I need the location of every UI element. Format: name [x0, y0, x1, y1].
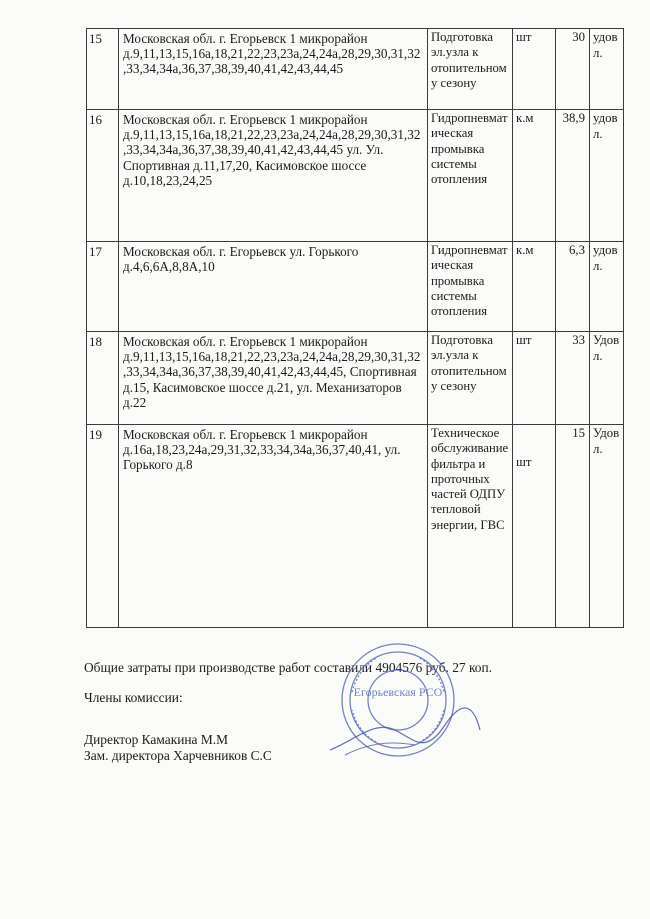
signature	[325, 700, 485, 770]
row-number: 16	[87, 110, 119, 242]
row-work: Подготовка эл.узла к отопительному сезону	[428, 29, 513, 110]
row-quantity: 6,3	[556, 242, 590, 332]
row-address: Московская обл. г. Егорьевск 1 микрорайон д.9,11,13,15,16а,18,21,22,23,23а,24,24а,28,29,30,31,32,33,34,34а,36,37,38,39,40,41,42,43,44,45 ул. Ул. Спортивная д.11,17,20, Касимовское шоссе д.10,18,23,24,25	[119, 110, 428, 242]
row-quantity: 15	[556, 425, 590, 628]
row-unit: шт	[513, 425, 556, 628]
row-result: удовл.	[590, 242, 624, 332]
row-work: Техническое обслуживание фильтра и проточных частей ОДПУ тепловой энергии, ГВС	[428, 425, 513, 628]
deputy-director-name: Зам. директора Харчевников С.С	[84, 748, 272, 763]
table-row	[87, 110, 624, 242]
row-work: Подготовка эл.узла к отопительному сезону	[428, 332, 513, 425]
row-unit: шт	[513, 332, 556, 425]
table-row	[87, 425, 624, 628]
row-work: Гидропневматическая промывка системы отопления	[428, 110, 513, 242]
table-row	[87, 29, 624, 110]
row-unit: к.м	[513, 242, 556, 332]
row-number: 15	[87, 29, 119, 110]
row-address: Московская обл. г. Егорьевск 1 микрорайон д.9,11,13,15,16а,18,21,22,23,23а,24,24а,28,29,30,31,32,33,34,34а,36,37,38,39,40,41,42,43,44,45	[119, 29, 428, 110]
row-quantity: 38,9	[556, 110, 590, 242]
row-result: Удовл.	[590, 332, 624, 425]
row-quantity: 33	[556, 332, 590, 425]
table-row	[87, 242, 624, 332]
row-address: Московская обл. г. Егорьевск 1 микрорайон д.9,11,13,15,16а,18,21,22,23,23а,24,24а,28,29,30,31,32,33,34,34а,36,37,38,39,40,41,42,43,44,45, Спортивная д.15, Касимовское шоссе д.21, ул. Механизаторов д.22	[119, 332, 428, 425]
row-unit: к.м	[513, 110, 556, 242]
row-address: Московская обл. г. Егорьевск 1 микрорайон д.16а,18,23,24а,29,31,32,33,34,34а,36,37,40,41, ул. Горького д.8	[119, 425, 428, 628]
row-result: удовл.	[590, 29, 624, 110]
row-quantity: 30	[556, 29, 590, 110]
row-number: 18	[87, 332, 119, 425]
commission-label: Члены комиссии:	[84, 690, 183, 705]
works-table	[86, 28, 624, 628]
stamp-title: Егорьевская РСО	[353, 685, 443, 699]
director-name: Директор Камакина М.М	[84, 732, 228, 747]
table-row	[87, 332, 624, 425]
row-result: Удовл.	[590, 425, 624, 628]
row-address: Московская обл. г. Егорьевск ул. Горького д.4,6,6А,8,8А,10	[119, 242, 428, 332]
row-work: Гидропневматическая промывка системы отопления	[428, 242, 513, 332]
total-costs: Общие затраты при производстве работ составили 4904576 руб. 27 коп.	[84, 660, 492, 675]
row-number: 17	[87, 242, 119, 332]
row-result: удовл.	[590, 110, 624, 242]
row-unit: шт	[513, 29, 556, 110]
row-number: 19	[87, 425, 119, 628]
